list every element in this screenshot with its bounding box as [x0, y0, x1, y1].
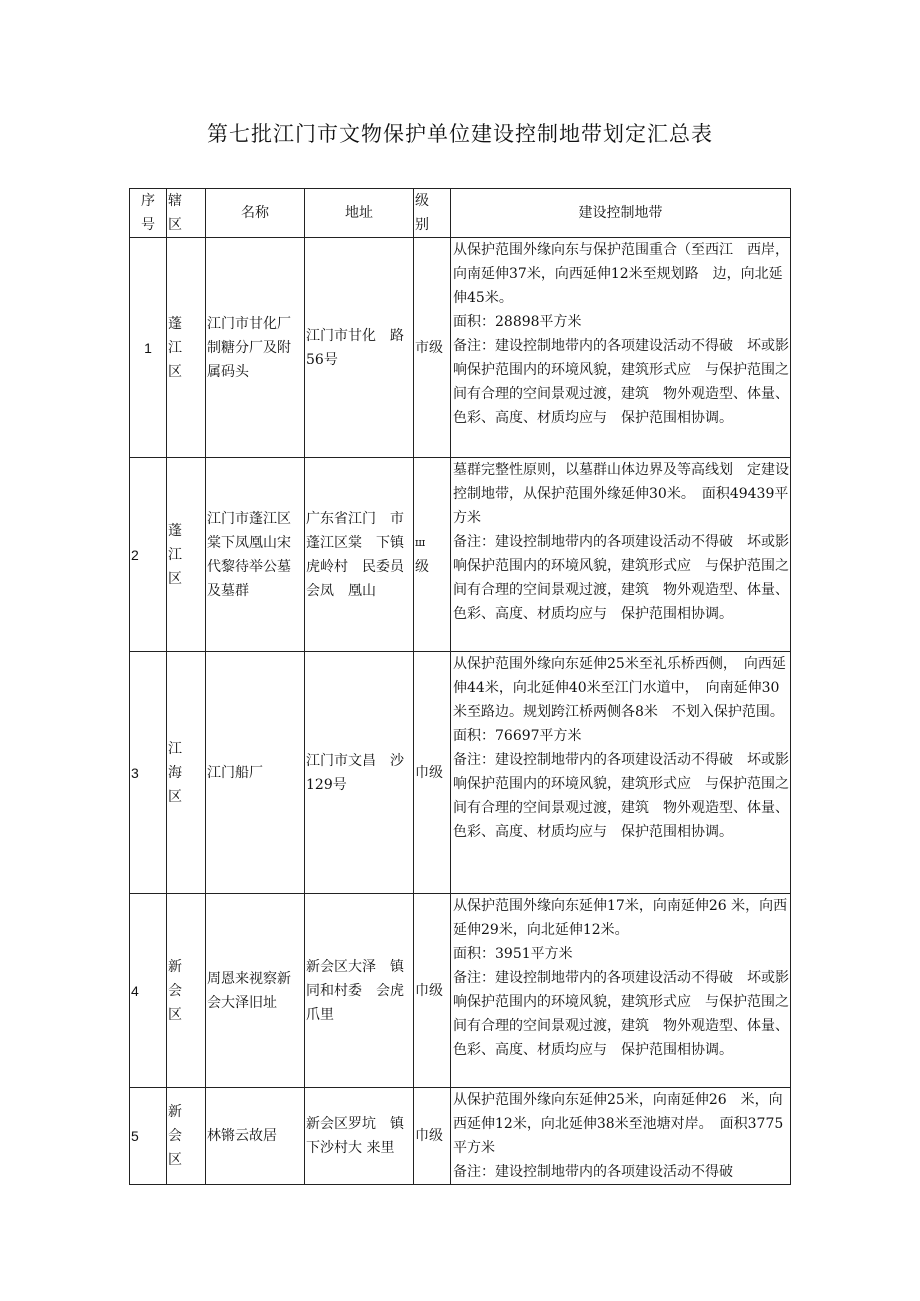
page-title: 第七批江门市文物保护单位建设控制地带划定汇总表 — [207, 122, 713, 146]
row-level: ш 级 — [414, 458, 451, 652]
row-address: 江门市文昌 沙129号 — [305, 652, 414, 894]
row-name: 江门市甘化厂制糖分厂及附属码头 — [206, 238, 305, 458]
header-level: 级 别 — [414, 189, 451, 238]
row-name: 林锵云故居 — [206, 1088, 305, 1185]
row-index: 3 — [130, 652, 167, 894]
summary-table — [129, 188, 791, 1185]
row-district: 新 会 区 — [167, 894, 206, 1088]
row-address: 江门市甘化 路56号 — [305, 238, 414, 458]
row-control: 从保护范围外缘向东延伸17米，向南延伸26 米，向西延伸29米，向北延伸12米。 面积：3951平方米 备注：建设控制地带内的各项建设活动不得破 坏或影响保护范围内的环境风貌，建筑形式应 与保护范围之间有合理的空间景观过渡，建筑 物外观造型、体量、色彩、高度、材质均应与 保护范围相协调。 — [451, 894, 791, 1088]
row-district: 江 海 区 — [167, 652, 206, 894]
row-district: 蓬 江 区 — [167, 238, 206, 458]
row-name: 江门船厂 — [206, 652, 305, 894]
row-address: 广东省江门 市蓬江区棠 下镇虎岭村 民委员会凤 凰山 — [305, 458, 414, 652]
row-level: 巾级 — [414, 652, 451, 894]
table-row — [130, 1088, 791, 1185]
row-control: 从保护范围外缘向东与保护范围重合（至西江 西岸，向南延伸37米，向西延伸12米至规划路 边，向北延伸45米。 面积：28898平方米 备注：建设控制地带内的各项建设活动不得破 坏或影响保护范围内的环境风貌，建筑形式应 与保护范围之间有合理的空间景观过渡，建筑 物外观造型、体量、色彩、高度、材质均应与 保护范围相协调。 — [451, 238, 791, 458]
table-row — [130, 652, 791, 894]
row-index: 1 — [130, 238, 167, 458]
row-level: 市级 — [414, 238, 451, 458]
row-district: 新 会 区 — [167, 1088, 206, 1185]
row-index: 5 — [130, 1088, 167, 1185]
header-name: 名称 — [206, 189, 305, 238]
row-control: 墓群完整性原则，以墓群山体边界及等高线划 定建设控制地带，从保护范围外缘延伸30米。 面积49439平方米 备注：建设控制地带内的各项建设活动不得破 坏或影响保护范围内的环境风貌，建筑形式应 与保护范围之间有合理的空间景观过渡，建筑 物外观造型、体量、色彩、高度、材质均应与 保护范围相协调。 — [451, 458, 791, 652]
header-district: 辖 区 — [167, 189, 206, 238]
row-control: 从保护范围外缘向东延伸25米至礼乐桥西侧， 向西延伸44米，向北延伸40米至江门水道中， 向南延伸30米至路边。规划跨江桥两侧各8米 不划入保护范围。 面积：76697平方米 备注：建设控制地带内的各项建设活动不得破 坏或影响保护范围内的环境风貌，建筑形式应 与保护范围之间有合理的空间景观过渡，建筑 物外观造型、体量、色彩、高度、材质均应与 保护范围相协调。 — [451, 652, 791, 894]
header-idx: 序 号 — [130, 189, 167, 238]
row-address: 新会区罗坑 镇下沙村大 来里 — [305, 1088, 414, 1185]
row-district: 蓬 江 区 — [167, 458, 206, 652]
row-control: 从保护范围外缘向东延伸25米，向南延伸26 米，向西延伸12米，向北延伸38米至池塘对岸。 面积3775平方米 备注：建设控制地带内的各项建设活动不得破 — [451, 1088, 791, 1185]
row-index: 2 — [130, 458, 167, 652]
row-name: 周恩来视察新会大泽旧址 — [206, 894, 305, 1088]
row-index: 4 — [130, 894, 167, 1088]
row-name: 江门市蓬江区棠下凤凰山宋代黎待举公墓及墓群 — [206, 458, 305, 652]
header-control: 建设控制地带 — [451, 189, 791, 238]
header-address: 地址 — [305, 189, 414, 238]
table-row — [130, 238, 791, 458]
row-address: 新会区大泽 镇同和村委 会虎爪里 — [305, 894, 414, 1088]
row-level: 巾级 — [414, 1088, 451, 1185]
header-row — [130, 189, 791, 238]
table-row — [130, 458, 791, 652]
table-row — [130, 894, 791, 1088]
row-level: 巾级 — [414, 894, 451, 1088]
